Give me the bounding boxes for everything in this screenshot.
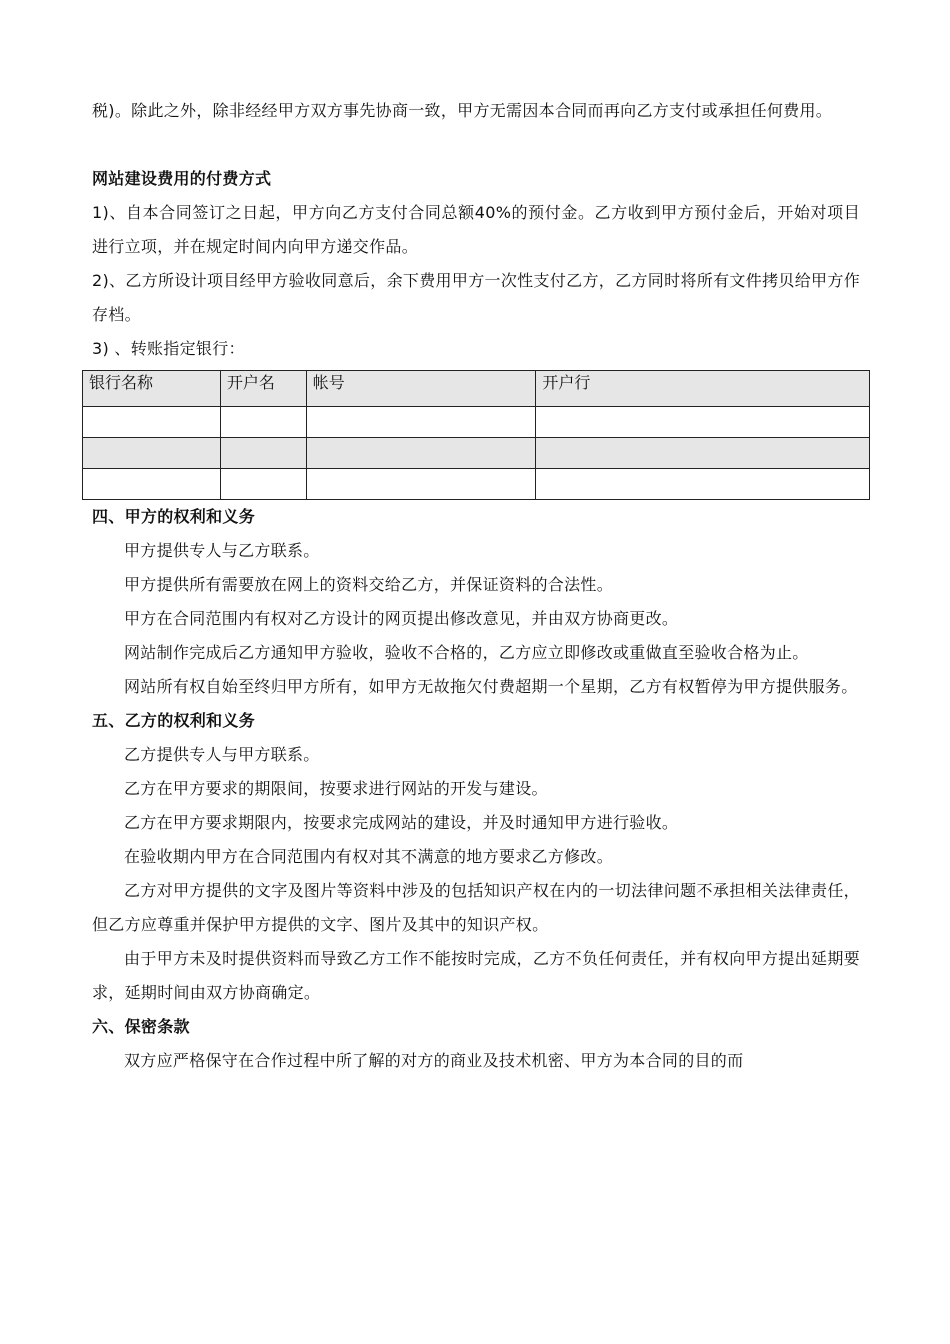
table-cell (306, 469, 536, 500)
header-account-holder: 开户名 (220, 371, 306, 407)
header-bank-name: 银行名称 (83, 371, 221, 407)
section4-item-5: 网站所有权自始至终归甲方所有，如甲方无故拖欠付费超期一个星期，乙方有权暂停为甲方提供服务。 (124, 677, 858, 696)
table-cell (220, 407, 306, 438)
section5-item-6: 由于甲方未及时提供资料而导致乙方工作不能按时完成，乙方不负任何责任，并有权向甲方提出延期要求，延期时间由双方协商确定。 (92, 949, 860, 1002)
payment-item-1: 1)、自本合同签订之日起，甲方向乙方支付合同总额40%的预付金。乙方收到甲方预付金后，开始对项目进行立项，并在规定时间内向甲方递交作品。 (92, 203, 860, 256)
section4-heading: 四、甲方的权利和义务 (92, 507, 256, 526)
table-cell (536, 407, 870, 438)
table-row (83, 438, 870, 469)
payment-item-2: 2)、乙方所设计项目经甲方验收同意后，余下费用甲方一次性支付乙方，乙方同时将所有文件拷贝给甲方作存档。 (92, 271, 860, 324)
section5-item-2: 乙方在甲方要求的期限间，按要求进行网站的开发与建设。 (124, 779, 548, 798)
document-page (89, 94, 860, 1078)
section4-item-3: 甲方在合同范围内有权对乙方设计的网页提出修改意见，并由双方协商更改。 (124, 609, 679, 628)
table-cell (83, 438, 221, 469)
section5-heading: 五、乙方的权利和义务 (92, 711, 256, 730)
section5-item-3: 乙方在甲方要求期限内，按要求完成网站的建设，并及时通知甲方进行验收。 (124, 813, 679, 832)
table-cell (536, 469, 870, 500)
section5-item-1: 乙方提供专人与甲方联系。 (124, 745, 320, 764)
section5-item-4: 在验收期内甲方在合同范围内有权对其不满意的地方要求乙方修改。 (124, 847, 614, 866)
table-cell (83, 469, 221, 500)
section4-item-1: 甲方提供专人与乙方联系。 (124, 541, 320, 560)
payment-heading: 网站建设费用的付费方式 (92, 169, 272, 188)
table-cell (536, 438, 870, 469)
section4-item-2: 甲方提供所有需要放在网上的资料交给乙方，并保证资料的合法性。 (124, 575, 614, 594)
section5-item-5: 乙方对甲方提供的文字及图片等资料中涉及的包括知识产权在内的一切法律问题不承担相关法律责任，但乙方应尊重并保护甲方提供的文字、图片及其中的知识产权。 (92, 881, 860, 934)
intro-paragraph: 税)。除此之外，除非经经甲方双方事先协商一致，甲方无需因本合同而再向乙方支付或承担任何费用。 (92, 101, 833, 120)
section4-item-4: 网站制作完成后乙方通知甲方验收，验收不合格的，乙方应立即修改或重做直至验收合格为止。 (124, 643, 809, 662)
table-cell (220, 438, 306, 469)
bank-account-table (82, 370, 870, 500)
table-cell (83, 407, 221, 438)
table-row (83, 407, 870, 438)
section6-item-1: 双方应严格保守在合作过程中所了解的对方的商业及技术机密、甲方为本合同的目的而 (124, 1051, 744, 1070)
payment-item-3: 3) 、转账指定银行： (92, 339, 245, 358)
table-header-row (83, 371, 870, 407)
header-account-number: 帐号 (306, 371, 536, 407)
section6-heading: 六、保密条款 (92, 1017, 190, 1036)
header-branch: 开户行 (536, 371, 870, 407)
table-cell (306, 438, 536, 469)
table-cell (220, 469, 306, 500)
table-row (83, 469, 870, 500)
table-cell (306, 407, 536, 438)
